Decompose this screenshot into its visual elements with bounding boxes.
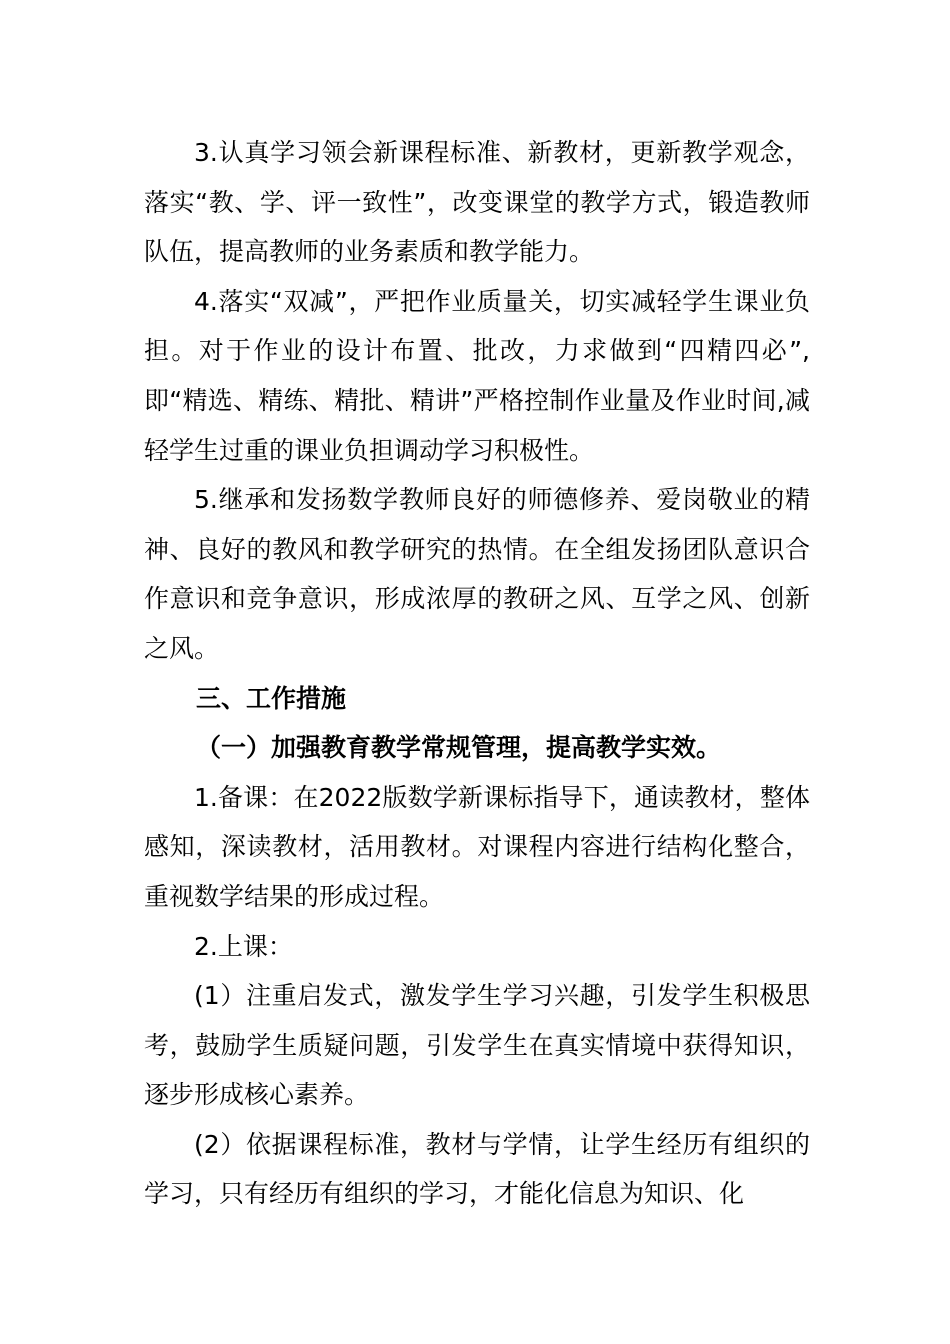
paragraph-lesson-prep: 1.备课：在2022版数学新课标指导下，通读教材，整体感知，深读教材，活用教材。对课程内容进行结构化整合，重视数学结果的形成过程。: [144, 782, 810, 911]
section-heading-measures: 三、工作措施: [196, 683, 347, 713]
paragraph-class-teaching: 2.上课：: [194, 931, 293, 961]
paragraph-class-point-1: (1）注重启发式，激发学生学习兴趣，引发学生积极思考，鼓励学生质疑问题，引发学生在真实情境中获得知识，逐步形成核心素养。: [144, 981, 810, 1110]
paragraph-item-5: 5.继承和发扬数学教师良好的师德修养、爱岗敬业的精神、良好的教风和教学研究的热情。在全组发扬团队意识合作意识和竞争意识，形成浓厚的教研之风、互学之风、创新之风。: [144, 485, 810, 663]
paragraph-item-4: 4.落实“双减”，严把作业质量关，切实减轻学生课业负担。对于作业的设计布置、批改，力求做到“四精四必”,即“精选、精练、精批、精讲”严格控制作业量及作业时间,减轻学生过重的课业负担调动学习积极性。: [144, 286, 810, 465]
document-page: [144, 128, 810, 1219]
paragraph-item-3: 3.认真学习领会新课程标准、新教材，更新教学观念，落实“教、学、评一致性”，改变课堂的教学方式，锻造教师队伍，提高教师的业务素质和教学能力。: [144, 138, 810, 267]
paragraph-class-point-2: (2）依据课程标准，教材与学情，让学生经历有组织的学习，只有经历有组织的学习，才能化信息为知识、化: [144, 1129, 810, 1209]
subsection-heading-routine-management: （一）加强教育教学常规管理，提高教学实效。: [196, 733, 722, 763]
